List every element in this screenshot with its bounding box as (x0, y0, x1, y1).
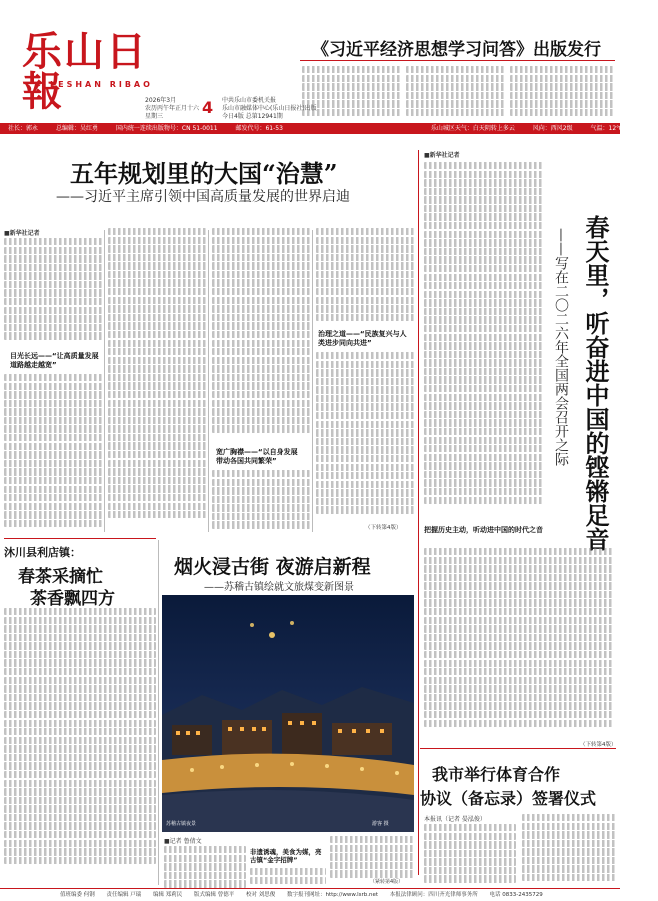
lead-subhead-1: 目光长远——“让高质量发展道路越走越宽” (10, 352, 99, 369)
photo-story-headline: 烟火浸古街 夜游启新程 (174, 556, 371, 578)
side-continued: （下转第4版） (580, 742, 617, 748)
side-subhead: 把握历史主动，听动进中国的时代之音 (424, 526, 543, 534)
publisher2: 乐山市融媒体中心(乐山日报社)出版 (222, 105, 317, 112)
lead-col-divider-3 (312, 230, 313, 532)
photo-story-subheadline: ——苏稽古镇绘就文旅煤变新图景 (204, 582, 354, 593)
left-feature-rule (4, 538, 156, 539)
cn-number: 国内统一连续出版物号：CN 51-0011 (115, 125, 218, 132)
footer-item-2: 责任编辑 戸瑞 (106, 892, 142, 898)
page-number: 4 (202, 98, 214, 117)
bottom-right-headline-1: 我市举行体育合作 (432, 765, 561, 784)
issue-number: 今日4版 总第12941期 (222, 113, 283, 120)
top-story-col2 (406, 66, 506, 118)
lead-col-divider-1 (104, 230, 105, 532)
top-story-col1 (302, 66, 402, 118)
publisher: 中共乐山市委机关报 (222, 97, 277, 104)
right-column-rule (418, 150, 419, 875)
side-story-headline: 春天里，听奋进中国的铿锵足音 (581, 215, 610, 551)
photo-story-col3 (330, 836, 414, 876)
masthead-title: 乐山日報 (22, 28, 148, 115)
postal-code: 邮发代号：61-53 (235, 125, 283, 132)
bottom-right-col2 (522, 814, 616, 884)
lead-subheadline: ——习近平主席引领中国高质量发展的世界启迪 (56, 189, 350, 205)
photo-caption-2: 游客 摄 (372, 821, 389, 827)
lead-col-divider-2 (208, 230, 209, 532)
top-headline-rule (300, 60, 615, 61)
left-feature-divider (158, 540, 159, 885)
left-feature-title-2: 茶香飘四方 (30, 589, 115, 609)
night-town-photo (162, 595, 414, 832)
left-feature-kicker: 沐川县利店镇： (4, 546, 81, 559)
editor-in-chief: 社长：郭永 (8, 125, 39, 132)
lead-col1-bottom (4, 374, 102, 534)
night-town-illustration (162, 595, 414, 832)
photo-story-byline: ■记者 鲁倩文 (164, 838, 202, 845)
footer-item-4: 版式编辑 曾德平 (194, 892, 235, 898)
issue-date: 2026年3月 (145, 97, 177, 104)
chief-editor: 总编辑：吴红勇 (55, 125, 98, 132)
bottom-right-byline: 本报讯（记者 晏泓俊） (424, 816, 486, 823)
photo-story-subhead: 非遗诱魂，美食为媒，亮古镇“金字招牌” (250, 848, 322, 864)
footer-item-3: 编辑 郑莉民 (153, 892, 183, 898)
lunar-date: 农历丙午年正月十六 (145, 105, 200, 112)
lead-subhead-3: 宽广胸襟——“以自身发展带动各国共同繁荣” (216, 448, 298, 465)
lead-col4-top (316, 228, 414, 326)
lead-continued: （下转第4版） (365, 525, 402, 531)
side-story-col (424, 162, 544, 522)
lead-byline: ■新华社记者 (4, 230, 40, 237)
masthead-subtitle: LESHAN RIBAO (50, 80, 153, 89)
wind: 风向：西风2级 (532, 125, 573, 132)
footer-item-5: 校对 刘思俊 (246, 892, 276, 898)
footer-item-6: 数字报刊网址：http://www.lsrb.net (287, 892, 379, 898)
temperature: 气温：12℃~23℃ (590, 125, 643, 132)
lead-col1-top (4, 238, 102, 348)
left-feature-title-1: 春茶采摘忙 (18, 567, 103, 587)
footer-bar (0, 888, 620, 901)
bottom-right-col1 (424, 824, 516, 884)
bottom-right-headline-2: 协议（备忘录）签署仪式 (420, 789, 597, 808)
footer-item-1: 值班编委 何钢 (60, 892, 95, 898)
weekday: 星期三 (145, 113, 164, 120)
weather: 乐山城区天气：白天阴转上多云 (430, 125, 515, 132)
top-story-col3 (510, 66, 615, 118)
left-feature-body (4, 608, 156, 883)
top-headline: 《习近平经济思想学习问答》出版发行 (312, 40, 601, 60)
lead-headline: 五年规划里的大国“治慧” (70, 159, 338, 188)
lead-subhead-2: 治理之道——“民族复兴与人类进步同向共进” (318, 330, 407, 347)
footer-item-8: 电话 0833-2435729 (489, 892, 543, 898)
photo-story-col2 (250, 868, 326, 886)
footer-item-7: 本报法律顾问：四川齐光律师事务所 (389, 892, 478, 898)
side-story-subheadline: ——写在二〇二六年全国两会召开之际 (553, 228, 569, 466)
photo-story-col1 (164, 846, 246, 886)
lead-col3-bottom (212, 470, 310, 532)
masthead-red-bar (0, 123, 643, 134)
bottom-right-rule (420, 748, 616, 749)
masthead-date-block (145, 97, 199, 121)
photo-caption-1: 苏稽古镇夜景 (166, 821, 197, 827)
lead-col4-bottom (316, 352, 414, 522)
side-story-col-bottom (424, 548, 614, 738)
photo-story-continued: （紧转第4版） (370, 879, 404, 885)
lead-col2 (108, 228, 206, 533)
side-byline: ■新华社记者 (424, 152, 460, 159)
lead-col3 (212, 228, 310, 444)
